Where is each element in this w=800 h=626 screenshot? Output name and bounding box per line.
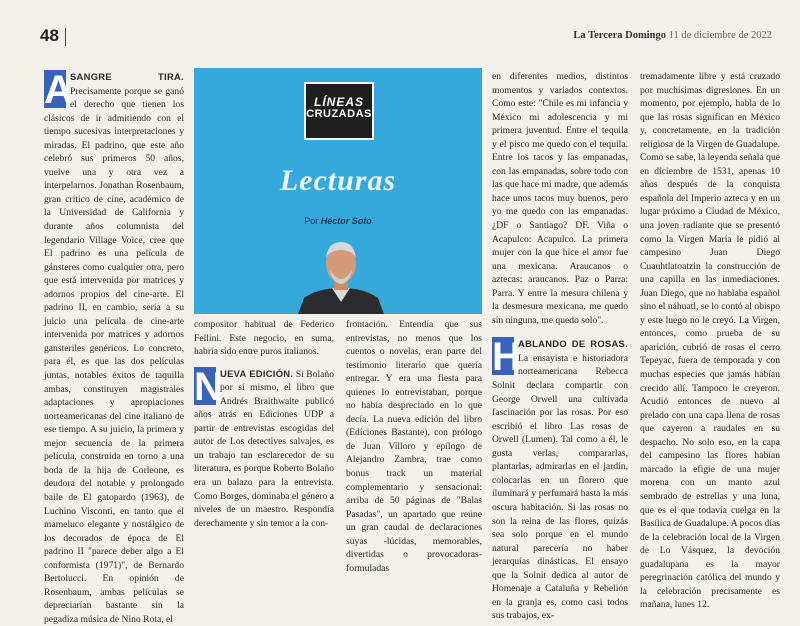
article-column-2: [194, 318, 334, 550]
drop-cap: N: [194, 364, 223, 409]
logo-line-2: CRUZADAS: [306, 108, 372, 120]
column-text: tremadamente libre y está cruzado por muchísimas digresiones. En un momento, por ejemplo, habla de lo que las rosas significan en México y, concretamente, en la tradición religiosa de la Virgen de Guadalupe. Como se sabe, la leyenda señala que en diciembre de 1531, apenas 10 años después de la conquista española del Imperio azteca y en un lugar próximo a Ciudad de México, una joven radiante que se presentó como la Virgen María le pidió al campesino Juan Diego Cuauhtlatoatzin la construcción de una capilla en las inmediaciones. Juan Diego, que no hablaba español sino el náhuatl, se lo contó al obispo y este luego no le creyó. La Virgen, entonces, como prueba de su aparición, cubrió de rosas el cerro Tepeyac, fuera de temporada y con muchas especies que jamás habían crecido allí. Tampoco le creyeron. Acudió entonces de nuevo al prelado con una capa llena de rosas que cayeron a raudales en su despacho. No solo eso, en la capa del campesino las flores habían marcado la efigie de una mujer morena con un manto azul sembrado de estrellas y una luna, que es el que todavía cuelga en la Basílica de Guadalupe. A pocos días de la celebración local de la Virgen de Lo Vásquez, la devoción guadalupana es la mayor peregrinación católica del mundo y la celebración precisamente es mañana, lunes 12.: [640, 71, 780, 611]
drop-cap: H: [492, 335, 521, 380]
masthead: [573, 30, 772, 41]
byline-prefix: Por: [304, 216, 319, 226]
column-header-illustration: [194, 68, 482, 314]
article-column-5: [640, 70, 780, 611]
column-text: compositor habitual de Federico Fellini. Este negocio, en suma, habría sido entre puros italianos.: [194, 319, 334, 358]
column-text: Precisamente porque se ganó el derecho que tienen los clásicos de ir admitiendo con el tiempo sucesivas interpretaciones y miradas, El padrino, que este año celebró sus primeros 50 años, vuelve una y otra vez a interpelarnos. Jonathan Rosenbaum, gran crítico de cine, académico de la Universidad de California y durante años columnista del legendario Village Voice, cree que El padrino es una película de gánsteres como cualquier otra, pero que está intervenida por matrices y adornos propios del cine-arte. El padrino II, en cambio, sería a su juicio una película de cine-arte intervenida por matrices y adornos gansteriles genéricos. Lo concreto, para él, es que las dos películas juntas, notables éxitos de taquilla ambas, constituyen magistrales adaptaciones y apropiaciones norteamericanas del cine italiano de ese tiempo. A su juicio, la primera y mejor secuencia de la primera película, construida en torno a una boda de la hija de Corleone, es deudora del notable y prolongado baile de El gatopardo (1963), de Luchino Visconti, en tanto que el mameluco elegante y nostálgico de los decorados de época de El padrino II "parece deber algo a El conformista (1971)", de Bernardo Bertolucci. En opinión de Rosenbaum, ambas películas se depreciarían bastante sin la pegadiza música de Nino Rota, el: [44, 85, 184, 625]
section-block: [492, 337, 628, 622]
column-title: Lecturas: [279, 164, 397, 197]
byline-author: Héctor Soto: [320, 216, 372, 226]
article-column-4: [492, 70, 628, 622]
column-text: La ensayista e historiadora norteamericana Rebecca Solnit declara compartir con George Orwell una cultivada fascinación por las rosas. Por eso escribió el libro Las rosas de Orwell (Lumen). Tal como a él, le gusta verlas, compararlas, plantarlas, admirarlas en el jardín, colocarlas en un florero que iluminará y perfumará hasta la más oscura habitación. Si las rosas no son la reina de las flores, quizás sea solo porque en el mundo natural parecería no haber jerarquías dinásticas. El ensayo que la Solnit dedica al autor de Homenaje a Cataluña y Rebelión en la granja es, como casi todos sus trabajos, ex-: [492, 352, 628, 622]
logo-line-1: LÍNEAS: [313, 95, 364, 109]
drop-cap: A: [44, 68, 73, 112]
article-column-1: [44, 68, 184, 625]
section-lead: SANGRE TIRA.: [70, 71, 184, 82]
column-text: Si Bolaño por sí mismo, el libro que Andrés Braithwaite publicó años atrás en Ediciones UDP a partir de entrevistas escogidas del autor de Los detectives salvajes, es un trabajo tan esclarecedor de su literatura, es porque Roberto Bolaño era un balazo para la entrevista. Como Borges, dominaba el género a niveles de un maestro. Respondía derechamente y sin temor a la con-: [194, 368, 334, 529]
issue-date: 11 de diciembre de 2022: [668, 30, 772, 41]
section-lead: ABLANDO DE ROSAS.: [518, 338, 628, 350]
publication-name: La Tercera Domingo: [573, 30, 666, 41]
section-block: [194, 364, 334, 531]
page-number-divider: [65, 28, 66, 46]
author-portrait: [298, 236, 384, 314]
lineas-cruzadas-logo: [304, 82, 374, 140]
article-column-3: [346, 318, 482, 574]
page-number: 48: [40, 26, 66, 46]
section-lead: UEVA EDICIÓN.: [220, 367, 294, 379]
column-text: frontación. Entendía que sus entrevistas, no menos que los cuentos o novelas, eran parte del testimonio literario que quería entregar. Y era una fiesta para quienes lo entrevistaban, porque no había despreciado en lo que decía. La nueva edición del libro (Ediciones Bastante), con prólogo de Juan Villoro y epílogo de Alejandro Zambra, trae como bonus track un material complementario y sensacional: arriba de 50 páginas de "Balas Pasadas", un apartado que reúne un gran caudal de declaraciones suyas -lúcidas, memorables, divertidas o provocadoras- formuladas: [346, 319, 482, 574]
byline: [194, 216, 482, 226]
column-text: en diferentes medios, distintos momentos y variados contextos. Como este: "Chile es mi infancia y México mi adolescencia y mi primera juventud. Entre el tequila y el pisco me quedo con el tequila. Entre los tacos y las empanadas, con las empanadas, sobre todo con las que hace mi madre, que además hace unos tacos muy buenos, pero yo me quedo con las empanadas. ¿DF o Santiago? DF. Viña o Acapulco: Acapulco. La primera mujer con la que hice el amor fue una mexicana. Araucanos o aztecas: araucanos. Paz o Parra: Parra. Y entre la mesura chilena y la desmesura mexicana, me quedo sin ninguna, me quedo solo".: [492, 71, 628, 326]
